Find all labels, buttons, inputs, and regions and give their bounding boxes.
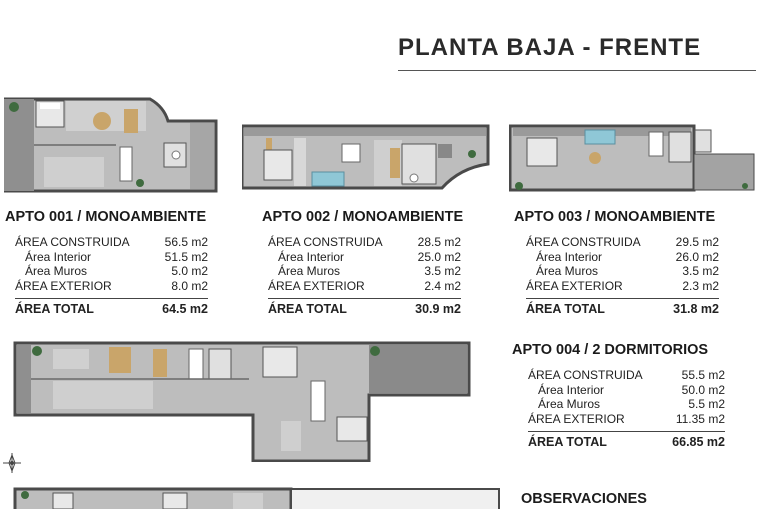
table-row <box>526 235 719 250</box>
total-label: ÁREA TOTAL <box>526 301 605 316</box>
apto-003-area-table <box>526 235 719 316</box>
floor-plan-next-level <box>13 487 501 509</box>
table-row <box>15 279 208 294</box>
row-label: Área Muros <box>538 397 601 412</box>
row-label: Área Muros <box>25 264 88 279</box>
table-row <box>268 279 461 294</box>
total-row <box>268 298 461 317</box>
row-label: Área Muros <box>278 264 341 279</box>
row-value: 3.5 m2 <box>424 264 461 279</box>
table-row <box>15 250 208 265</box>
total-value: 64.5 m2 <box>162 301 208 316</box>
total-value: 66.85 m2 <box>672 434 725 449</box>
row-label: Área Muros <box>536 264 599 279</box>
floor-plan-apto-004 <box>13 341 471 462</box>
apto-002-area-table <box>268 235 461 316</box>
compass-icon <box>2 452 22 474</box>
total-row <box>526 298 719 317</box>
row-value: 28.5 m2 <box>417 235 461 249</box>
floor-plan-apto-001 <box>4 97 218 193</box>
total-value: 31.8 m2 <box>673 301 719 316</box>
table-row <box>526 279 719 294</box>
table-row <box>268 235 461 250</box>
observations-title: OBSERVACIONES <box>521 491 647 507</box>
table-row <box>528 368 725 383</box>
row-value: 25.0 m2 <box>417 249 461 264</box>
row-value: 50.0 m2 <box>681 382 725 397</box>
table-row <box>526 264 719 279</box>
row-label: Área Interior <box>25 249 92 264</box>
row-label: ÁREA CONSTRUIDA <box>15 235 130 249</box>
row-label: Área Interior <box>536 249 603 264</box>
apto-004-title: APTO 004 / 2 DORMITORIOS <box>512 342 709 358</box>
total-row <box>528 431 725 450</box>
row-value: 2.3 m2 <box>682 279 719 294</box>
table-row <box>526 250 719 265</box>
table-row <box>268 264 461 279</box>
row-value: 26.0 m2 <box>675 249 719 264</box>
total-value: 30.9 m2 <box>415 301 461 316</box>
table-row <box>15 264 208 279</box>
row-label: ÁREA EXTERIOR <box>526 279 623 294</box>
table-row <box>528 412 725 427</box>
total-label: ÁREA TOTAL <box>528 434 607 449</box>
row-label: Área Interior <box>538 382 605 397</box>
table-row <box>268 250 461 265</box>
apto-003-title: APTO 003 / MONOAMBIENTE <box>514 209 716 225</box>
row-value: 55.5 m2 <box>681 368 725 382</box>
row-label: ÁREA EXTERIOR <box>268 279 365 294</box>
row-value: 56.5 m2 <box>164 235 208 249</box>
table-row <box>15 235 208 250</box>
floor-plan-apto-002 <box>242 124 490 190</box>
row-label: ÁREA CONSTRUIDA <box>528 368 643 382</box>
row-label: ÁREA EXTERIOR <box>15 279 112 294</box>
title-divider <box>398 70 756 71</box>
apto-001-area-table <box>15 235 208 316</box>
row-value: 3.5 m2 <box>682 264 719 279</box>
total-label: ÁREA TOTAL <box>268 301 347 316</box>
apto-001-title: APTO 001 / MONOAMBIENTE <box>5 209 207 225</box>
row-value: 51.5 m2 <box>164 249 208 264</box>
table-row <box>528 397 725 412</box>
floor-plan-apto-003 <box>509 124 755 194</box>
total-label: ÁREA TOTAL <box>15 301 94 316</box>
apto-004-area-table <box>528 368 725 449</box>
row-label: ÁREA CONSTRUIDA <box>268 235 383 249</box>
row-value: 5.0 m2 <box>171 264 208 279</box>
row-value: 11.35 m2 <box>675 412 725 427</box>
row-label: ÁREA EXTERIOR <box>528 412 625 427</box>
apto-002-title: APTO 002 / MONOAMBIENTE <box>262 209 464 225</box>
row-label: Área Interior <box>278 249 345 264</box>
row-value: 5.5 m2 <box>688 397 725 412</box>
table-row <box>528 383 725 398</box>
row-value: 2.4 m2 <box>424 279 461 294</box>
total-row <box>15 298 208 317</box>
page-title: PLANTA BAJA - FRENTE <box>398 34 702 61</box>
row-label: ÁREA CONSTRUIDA <box>526 235 641 249</box>
row-value: 29.5 m2 <box>675 235 719 249</box>
row-value: 8.0 m2 <box>171 279 208 294</box>
